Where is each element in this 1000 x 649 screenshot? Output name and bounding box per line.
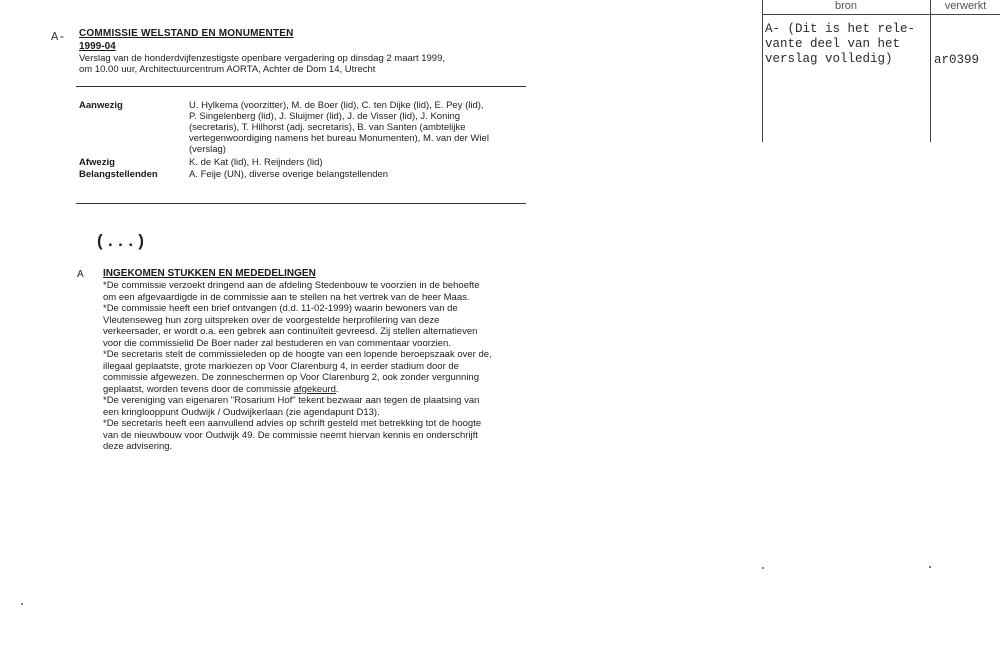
scan-dot	[21, 603, 23, 605]
paragraph-line: *De commissie verzoekt dringend aan de afdeling Stedenbouw te voorzien in de behoefte	[103, 280, 480, 291]
paragraph-line: voor die commissielid De Boer nader zal bestuderen en van commentaar voorzien.	[103, 337, 451, 349]
paragraph-line: verkeersader, er wordt o.a. een gebrek aan continuïteit gevreesd. Zij stellen alternatieven	[103, 326, 478, 337]
paragraph-line	[103, 384, 533, 396]
present-line: (verslag)	[189, 144, 226, 155]
section-letter: A	[77, 269, 84, 280]
paragraph-line: *De secretaris heeft een aanvullend advies op schrift gesteld met betrekking tot de hoogte	[103, 418, 482, 429]
paragraph-text: geplaatst, worden tevens door de commissie	[103, 383, 294, 395]
paragraph-line: om een afgevaardigde in de commissie aan te stellen na het vertrek van de heer Maas.	[103, 291, 470, 303]
attendance-divider	[76, 203, 526, 204]
header-divider	[76, 86, 526, 87]
table-left-border	[762, 0, 763, 142]
paragraph-line: *De vereniging van eigenaren "Rosarium Hof" tekent bezwaar aan tegen de plaatsing van	[103, 395, 480, 406]
present-line: U. Hylkema (voorzitter), M. de Boer (lid), C. ten Dijke (lid), E. Pey (lid),	[189, 100, 484, 111]
source-annotation	[765, 22, 928, 67]
stakeholders-value: A. Feije (UN), diverse overige belangstellenden	[189, 169, 389, 180]
document-title: COMMISSIE WELSTAND EN MONUMENTEN	[79, 28, 294, 39]
document-number: 1999-04	[79, 41, 116, 52]
table-header-rule	[762, 14, 1000, 15]
report-intro-line-1: Verslag van de honderdvijfenzestigste openbare vergadering op dinsdag 2 maart 1999,	[79, 53, 446, 64]
source-annotation-line: A- (Dit is het rele-	[765, 22, 916, 36]
present-line: vertegenwoordiging namens het bureau Monumenten), M. van der Wiel	[189, 133, 489, 144]
paragraph-line: illegaal geplaatste, grote markiezen op Voor Clarenburg 4, in eerder stadium door de	[103, 360, 459, 372]
source-column-header: bron	[834, 0, 858, 12]
paragraph-line: commissie afgewezen. De zonneschermen op Voor Clarenburg 2, ook zonder vergunning	[103, 372, 479, 383]
source-annotation-line: vante deel van het	[765, 37, 901, 51]
paragraph-line: *De secretaris stelt de commissieleden op de hoogte van een lopende beroepszaak over de,	[103, 349, 492, 360]
table-column-divider	[930, 0, 931, 142]
absent-value: K. de Kat (lid), H. Reijnders (lid)	[189, 157, 323, 168]
report-intro-line-2: om 10.00 uur, Architectuurcentrum AORTA, Achter de Dom 14, Utrecht	[79, 64, 376, 75]
paragraph-line: een kringlooppunt Oudwijk / Oudwijkerlaan (zie agendapunt D13).	[103, 406, 380, 418]
scan-dot	[929, 566, 931, 568]
underlined-word: afgekeurd	[293, 383, 336, 395]
paragraph-line: Vleutenseweg hun zorg uitspreken over de voorgestelde herprofilering van deze	[103, 314, 440, 326]
processed-column-header: verwerkt	[944, 0, 987, 12]
section-title: INGEKOMEN STUKKEN EN MEDEDELINGEN	[103, 268, 316, 279]
source-annotation-line: verslag volledig)	[765, 52, 893, 66]
present-list	[189, 100, 529, 155]
paragraph-line: *De commissie heeft een brief ontvangen (d.d. 11-02-1999) waarin bewoners van de	[103, 303, 458, 314]
present-line: (secretaris), T. Hilhorst (adj. secretaris), B. van Santen (ambtelijke	[189, 122, 466, 133]
paragraph-text: .	[335, 383, 339, 395]
paragraph-line: deze advisering.	[103, 441, 173, 452]
omission-mark: (...)	[95, 233, 147, 252]
present-line: P. Singelenberg (lid), J. Sluijmer (lid), J. de Visser (lid), J. Koning	[189, 111, 461, 122]
margin-marker: A-	[51, 30, 66, 44]
paragraph-line: van de nieuwbouw voor Oudwijk 49. De commissie neemt hiervan kennis en onderschrijft	[103, 429, 478, 441]
absent-label: Afwezig	[79, 157, 115, 168]
present-label: Aanwezig	[79, 100, 123, 111]
section-body	[103, 280, 533, 453]
stakeholders-label: Belangstellenden	[79, 169, 158, 180]
processed-code: ar0399	[934, 53, 980, 67]
scan-dot	[762, 567, 764, 569]
